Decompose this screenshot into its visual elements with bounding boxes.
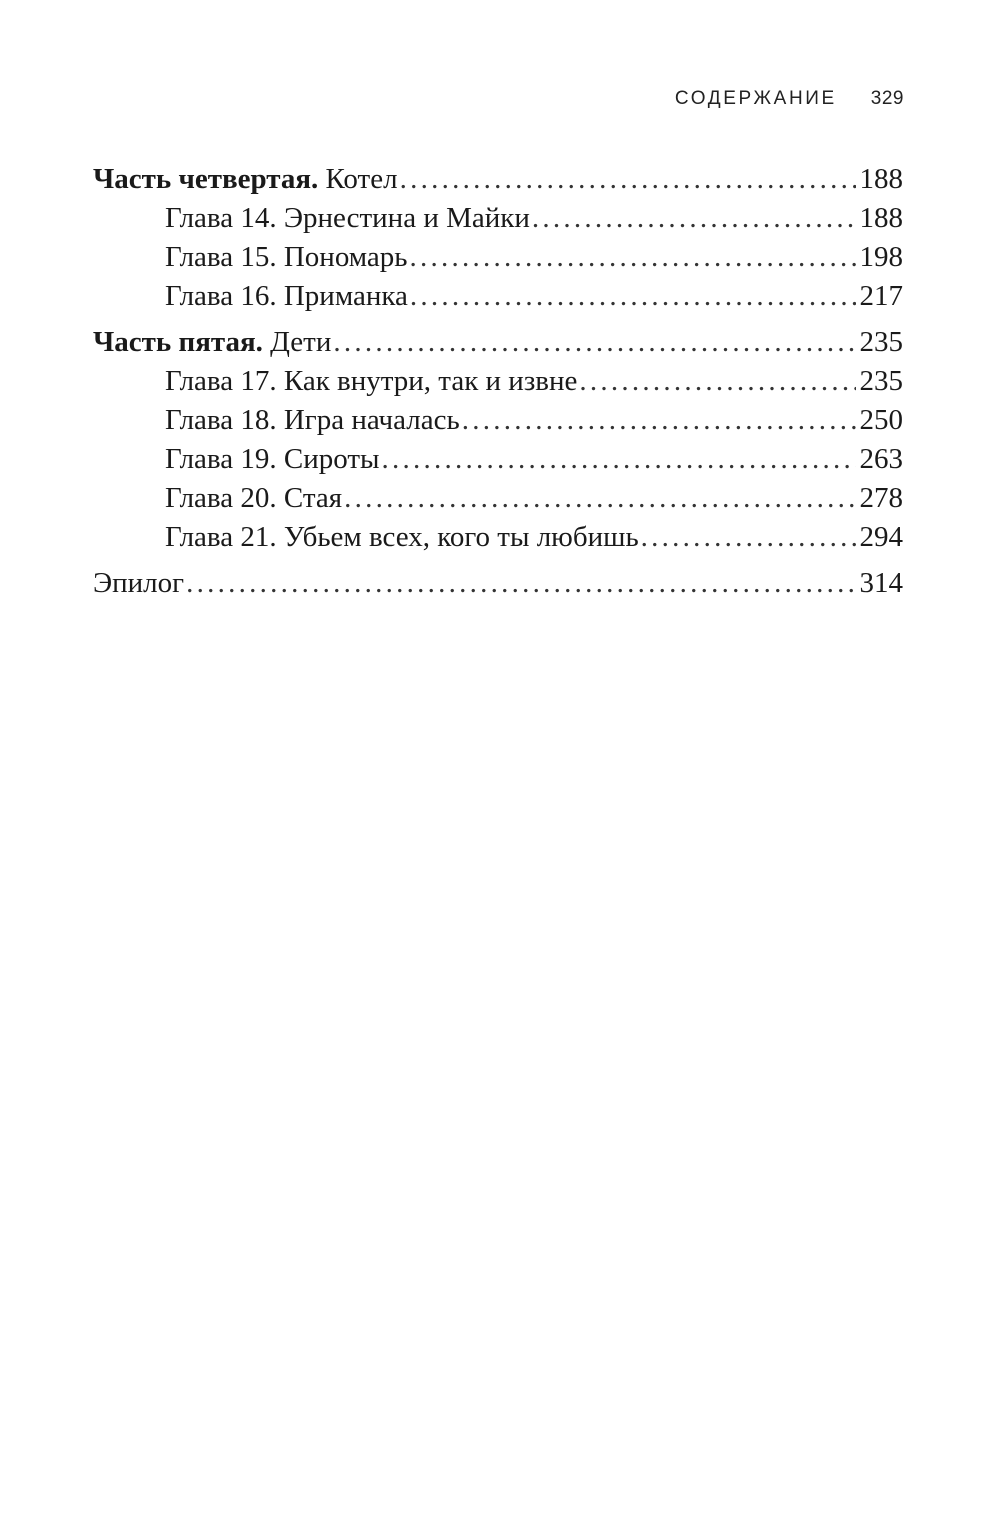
toc-page-number: 314 (859, 567, 903, 599)
dot-leader (641, 518, 856, 557)
toc-chapter-19 (93, 440, 903, 479)
dot-leader (410, 277, 856, 316)
toc-chapter-16 (93, 277, 903, 316)
dot-leader (579, 362, 855, 401)
toc-entry-title: Глава 20. Стая (165, 482, 343, 514)
table-of-contents (93, 160, 903, 603)
dot-leader (333, 323, 855, 362)
toc-entry-title: Глава 18. Игра началась (165, 404, 460, 436)
toc-entry-title: Глава 16. Приманка (165, 280, 408, 312)
toc-entry-title: Глава 14. Эрнестина и Майки (165, 202, 530, 234)
toc-chapter-21 (93, 518, 903, 557)
page-number: 329 (870, 88, 904, 109)
toc-entry-title: Глава 17. Как внутри, так и извне (165, 365, 578, 397)
toc-entry-title: Глава 19. Сироты (165, 443, 380, 475)
dot-leader (410, 238, 856, 277)
part-title: Дети (270, 326, 332, 358)
dot-leader (344, 479, 855, 518)
toc-chapter-18 (93, 401, 903, 440)
toc-page-number: 235 (859, 365, 903, 397)
running-header (675, 88, 904, 110)
toc-entry-title: Глава 21. Убьем всех, кого ты любишь (165, 521, 639, 553)
toc-entry-title: Глава 15. Пономарь (165, 241, 408, 273)
toc-page-number: 198 (859, 241, 903, 273)
part-label: Часть четвертая. (93, 163, 319, 195)
toc-chapter-14 (93, 199, 903, 238)
toc-chapter-15 (93, 238, 903, 277)
toc-page-number: 278 (859, 482, 903, 514)
toc-page-number: 217 (859, 280, 903, 312)
section-title: СОДЕРЖАНИЕ (674, 88, 837, 109)
dot-leader (382, 440, 856, 479)
toc-page-number: 263 (859, 443, 903, 475)
dot-leader (532, 199, 856, 238)
toc-entry-title (93, 323, 331, 362)
toc-page-number: 188 (859, 202, 903, 234)
toc-page-number: 188 (859, 163, 903, 195)
toc-page-number: 294 (859, 521, 903, 553)
dot-leader (400, 160, 856, 199)
toc-chapter-17 (93, 362, 903, 401)
toc-part-five (93, 323, 903, 362)
dot-leader (186, 564, 855, 603)
dot-leader (462, 401, 856, 440)
toc-page-number: 235 (859, 326, 903, 358)
toc-entry-title: Эпилог (93, 567, 185, 599)
toc-epilogue (93, 564, 903, 603)
toc-page-number: 250 (859, 404, 903, 436)
part-label: Часть пятая. (93, 326, 263, 358)
toc-entry-title (93, 160, 398, 199)
toc-chapter-20 (93, 479, 903, 518)
toc-part-four (93, 160, 903, 199)
part-title: Котел (325, 163, 398, 195)
